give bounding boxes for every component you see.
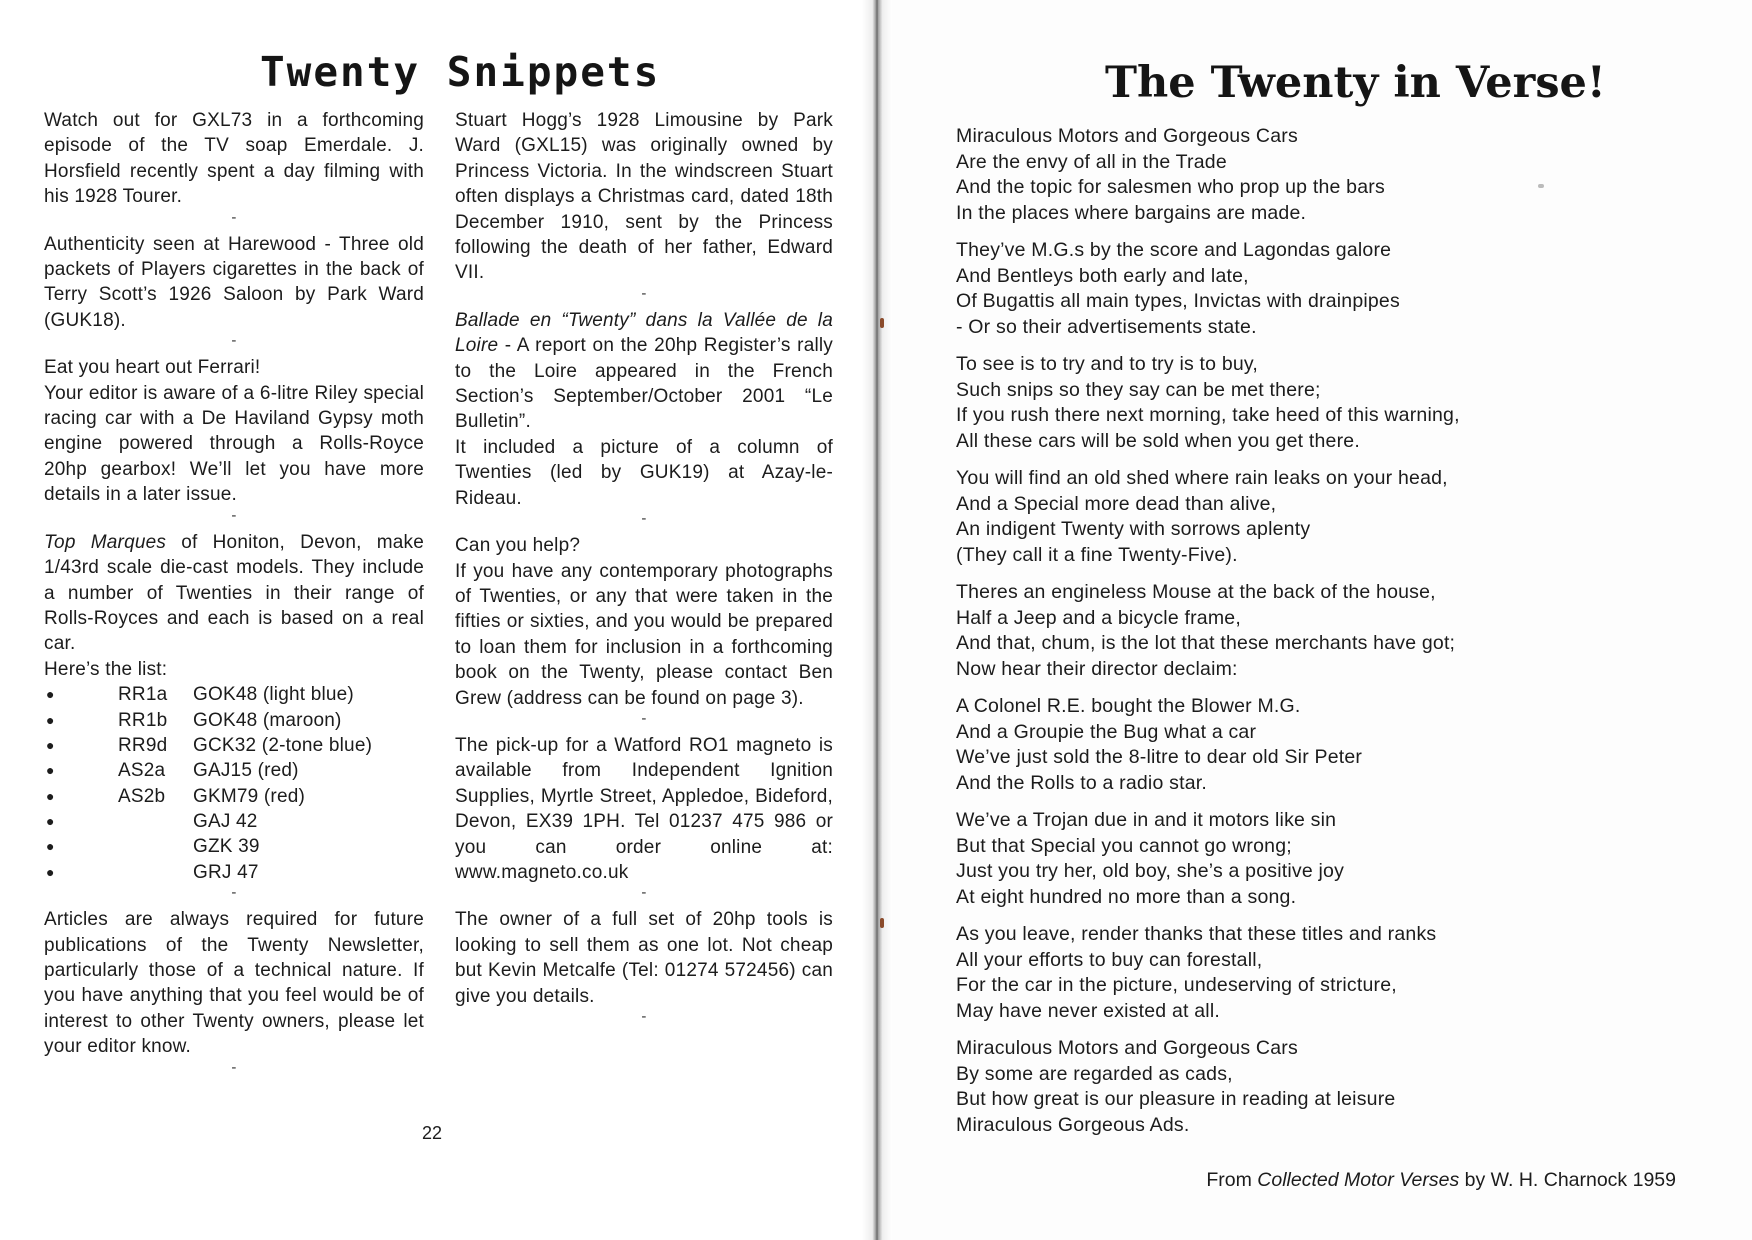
model-code: AS2b [118, 785, 166, 807]
bullet-icon: ● [46, 736, 55, 753]
list-item [44, 682, 424, 707]
snippet-photographs: If you have any contemporary photographs of Twenties, or any that were taken in the fifties or sixties, and you would be prepared to loan them for inclusion in a forthcoming book on the Twenty, please contact Ben Grew (address can be found on page 3). [455, 560, 833, 709]
snippet-tools: The owner of a full set of 20hp tools is looking to sell them as one lot. Not cheap but Kevin Metcalfe (Tel: 01274 572456) can give you details. [455, 909, 833, 1007]
stanza [956, 466, 1556, 568]
verse-line: May have never existed at all. [956, 999, 1220, 1022]
stanza [956, 238, 1556, 340]
verse-line: (They call it a fine Twenty-Five). [956, 543, 1238, 566]
models-list [44, 682, 424, 885]
separator: - [641, 709, 647, 727]
bullet-icon: ● [46, 787, 55, 804]
model-code: RR1b [118, 709, 168, 731]
model-registration: GAJ15 (red) [193, 760, 299, 782]
snippet-riley-special: Your editor is aware of a 6-litre Riley special racing car with a De Haviland Gypsy moth engine powered through a Rolls-Royce 20hp gearbox! We’ll let you have more details in a later issue. [44, 382, 424, 506]
verse-line: Miraculous Motors and Gorgeous Cars [956, 125, 1298, 147]
verse-line: A Colonel R.E. bought the Blower M.G. [956, 695, 1301, 717]
bullet-icon: ● [46, 813, 55, 830]
verse-line: In the places where bargains are made. [956, 201, 1307, 224]
separator: - [641, 510, 647, 528]
verse-line: Now hear their director declaim: [956, 657, 1238, 680]
model-registration: GAJ 42 [193, 811, 258, 833]
verse-line: And that, chum, is the lot that these merchants have got; [956, 632, 1456, 654]
model-code: RR1a [118, 684, 168, 706]
snippet-magneto: The pick-up for a Watford RO1 magneto is available from Independent Ignition Supplies, Myrtle Street, Appledoe, Bideford, Devon, EX39 1PH. Tel 01237 475 986 or you can order online at: www.magneto.co.uk [455, 734, 833, 883]
ballade-title: Ballade en “Twenty” dans la Vallée de la Loire [455, 309, 833, 357]
snippet-gxl73: Watch out for GXL73 in a forthcoming episode of the TV soap Emerdale. J. Horsfield recently spent a day filming with his 1928 Tourer. [44, 110, 424, 208]
verse-line: But that Special you cannot go wrong; [956, 834, 1292, 857]
separator: - [641, 284, 647, 302]
verse-title: The Twenty in Verse! [1105, 58, 1606, 108]
snippet-stuart-hogg: Stuart Hogg’s 1928 Limousine by Park Ward (GXL15) was originally owned by Princess Victoria. In the windscreen Stuart often displays a Christmas card, dated 18th December 1910, sent by the Princess following the death of her father, Edward VII. [455, 110, 833, 284]
separator: - [231, 332, 237, 350]
list-item [44, 834, 424, 859]
separator: - [231, 506, 237, 524]
bullet-icon: ● [46, 686, 55, 703]
book-gutter [862, 0, 892, 1240]
verse-line: All your efforts to buy can forestall, [956, 948, 1263, 971]
separator: - [231, 1058, 237, 1076]
snippet-articles-required: Articles are always required for future publications of the Twenty Newsletter, particularly those of a technical nature. If you have anything that you feel would be of interest to other Twenty owners, please let your editor know. [44, 909, 424, 1058]
model-code: RR9d [118, 734, 168, 756]
list-item [44, 784, 424, 809]
credit-book-title: Collected Motor Verses [1257, 1169, 1460, 1191]
model-registration: GOK48 (light blue) [193, 684, 354, 706]
verse-line: We’ve just sold the 8-litre to dear old Sir Peter [956, 746, 1363, 768]
verse-line: And the Rolls to a radio star. [956, 771, 1207, 794]
list-item [44, 809, 424, 834]
top-marques-name: Top Marques [44, 531, 167, 553]
credit-prefix: From [1206, 1169, 1258, 1191]
credit-author: by W. H. Charnock 1959 [1459, 1169, 1676, 1191]
verse-line: Just you try her, old boy, she’s a positive joy [956, 860, 1345, 882]
stanza [956, 124, 1556, 226]
verse-line: An indigent Twenty with sorrows aplenty [956, 518, 1311, 540]
verse-credit [1206, 1169, 1676, 1192]
stanza [956, 580, 1556, 682]
top-marques-text: of Honiton, Devon, make 1/43rd scale die-cast models. They include a number of Twenties in their range of Rolls-Royces and each is based on a real car. [44, 531, 424, 655]
snippet-harewood: Authenticity seen at Harewood - Three old packets of Players cigarettes in the back of Terry Scott’s 1926 Saloon by Park Ward (GUK18). [44, 233, 424, 331]
snippets-column-2 [455, 108, 833, 1025]
verse-line: We’ve a Trojan due in and it motors like sin [956, 809, 1337, 831]
stanza [956, 1036, 1556, 1138]
verse-line: If you rush there next morning, take heed of this warning, [956, 404, 1460, 426]
verse-line: All these cars will be sold when you get there. [956, 429, 1360, 452]
model-registration: GZK 39 [193, 836, 260, 858]
snippets-column-1 [44, 108, 424, 1076]
snippet-ballade-loire [455, 308, 833, 435]
models-list-intro: Here’s the list: [44, 658, 168, 680]
model-registration: GKM79 (red) [193, 785, 306, 807]
verse-line: Theres an engineless Mouse at the back of the house, [956, 581, 1436, 603]
verse-line: And a Special more dead than alive, [956, 492, 1277, 515]
snippet-top-marques [44, 530, 424, 657]
verse-line: Miraculous Motors and Gorgeous Cars [956, 1037, 1298, 1059]
verse-line: By some are regarded as cads, [956, 1062, 1233, 1085]
separator: - [641, 884, 647, 902]
stanza [956, 922, 1556, 1024]
separator: - [231, 884, 237, 902]
verse-line: At eight hundred no more than a song. [956, 885, 1297, 908]
verse-line: Are the envy of all in the Trade [956, 150, 1227, 173]
bullet-icon: ● [46, 762, 55, 779]
verse-line: You will find an old shed where rain leaks on your head, [956, 467, 1448, 489]
bullet-icon: ● [46, 711, 55, 728]
separator: - [231, 208, 237, 226]
verse-line: As you leave, render thanks that these titles and ranks [956, 923, 1437, 945]
verse-line: Miraculous Gorgeous Ads. [956, 1113, 1190, 1136]
verse-line: Such snips so they say can be met there; [956, 378, 1321, 401]
list-item [44, 733, 424, 758]
verse-line: And Bentleys both early and late, [956, 264, 1249, 287]
ballade-text: - A report on the 20hp Register’s rally to the Loire appeared in the French Section’s September/October 2001 “Le Bulletin”. [455, 335, 833, 433]
snippets-title: Twenty Snippets [260, 48, 661, 96]
verse-line: And a Groupie the Bug what a car [956, 720, 1257, 743]
verse-line: Half a Jeep and a bicycle frame, [956, 606, 1241, 629]
verse-line: For the car in the picture, undeserving of stricture, [956, 974, 1397, 996]
list-item [44, 860, 424, 885]
model-registration: GCK32 (2-tone blue) [193, 734, 373, 756]
snippet-help-heading: Can you help? [455, 535, 581, 557]
model-registration: GOK48 (maroon) [193, 709, 342, 731]
model-registration: GRJ 47 [193, 861, 259, 883]
bullet-icon: ● [46, 838, 55, 855]
snippet-azay-le-rideau: It included a picture of a column of Twenties (led by GUK19) at Azay-le-Rideau. [455, 436, 833, 509]
snippet-ferrari-heading: Eat you heart out Ferrari! [44, 357, 261, 379]
binding-mark [880, 318, 884, 328]
stanza [956, 808, 1556, 910]
list-item [44, 708, 424, 733]
verse-line: And the topic for salesmen who prop up the bars [956, 176, 1385, 198]
verse-line: But how great is our pleasure in reading at leisure [956, 1088, 1396, 1110]
model-code: AS2a [118, 760, 166, 782]
list-item [44, 758, 424, 783]
page-number: 22 [422, 1123, 443, 1143]
binding-mark [880, 918, 884, 928]
stanza [956, 694, 1556, 796]
verse-line: They’ve M.G.s by the score and Lagondas galore [956, 239, 1392, 261]
verse-line: - Or so their advertisements state. [956, 315, 1257, 338]
separator: - [641, 1008, 647, 1025]
bullet-icon: ● [46, 863, 55, 880]
verse-line: To see is to try and to try is to buy, [956, 353, 1259, 375]
verse-line: Of Bugattis all main types, Invictas with drainpipes [956, 290, 1400, 312]
stanza [956, 352, 1556, 454]
verse-body [956, 124, 1556, 1150]
